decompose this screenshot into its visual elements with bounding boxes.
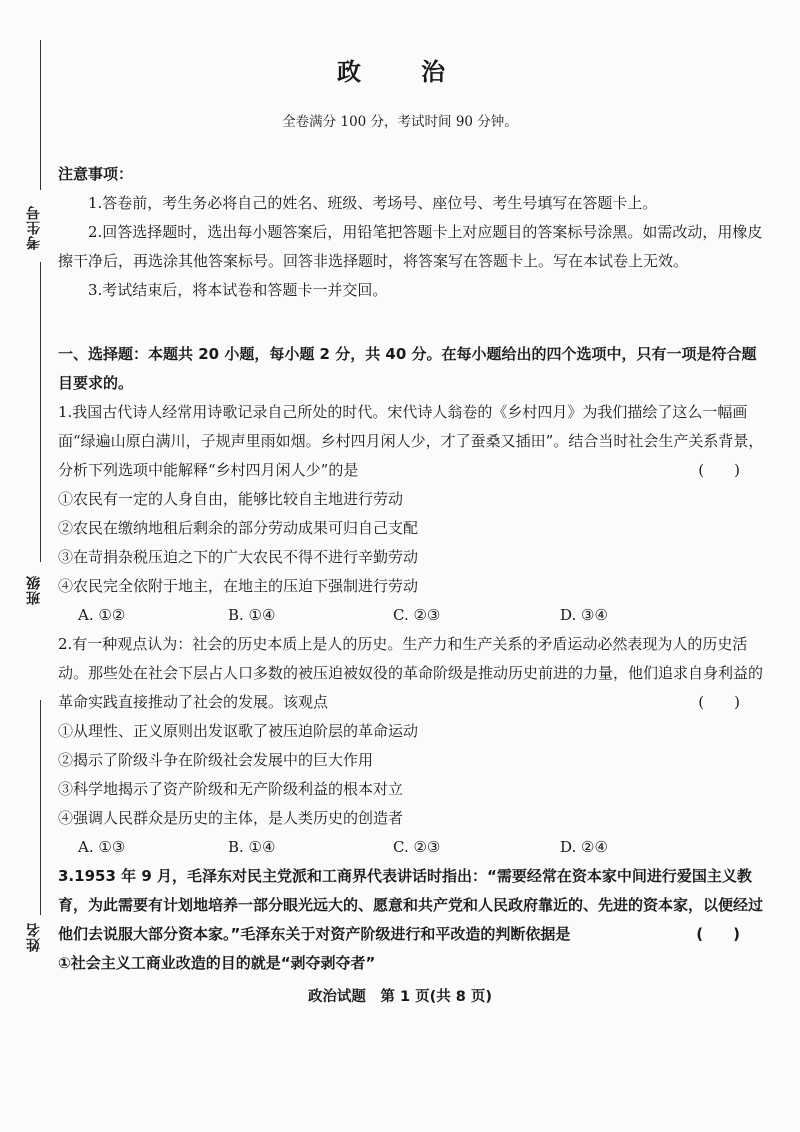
- side-label-name: 姓名: [26, 922, 42, 952]
- statement: ④强调人民群众是历史的主体，是人类历史的创造者: [58, 809, 404, 827]
- notice-item-3: 3.考试结束后，将本试卷和答题卡一并交回。: [88, 281, 388, 299]
- statement: ③科学地揭示了资产阶级和无产阶级利益的根本对立: [58, 780, 404, 798]
- answer-paren: ( ): [698, 693, 740, 711]
- question-2: [58, 630, 770, 862]
- options-row: [58, 601, 770, 630]
- notice-item-2: 2.回答选择题时，选出每小题答案后，用铅笔把答题卡上对应题目的答案标号涂黑。如需改动，用橡皮擦干净后，再选涂其他答案标号。回答非选择题时，将答案写在答题卡上。写在本试卷上无效。: [58, 223, 763, 270]
- statement: ①农民有一定的人身自由，能够比较自主地进行劳动: [58, 490, 404, 508]
- notice-item-1: 1.答卷前，考生务必将自己的姓名、班级、考场号、座位号、考生号填写在答题卡上。: [88, 194, 658, 212]
- question-1: [58, 398, 770, 630]
- option-b[interactable]: B. ①④: [228, 606, 276, 624]
- answer-paren: ( ): [696, 925, 740, 943]
- statement: ②揭示了阶级斗争在阶级社会发展中的巨大作用: [58, 751, 374, 769]
- options-row: [58, 833, 770, 862]
- class-blank-line: [40, 700, 41, 915]
- statement: ①社会主义工商业改造的目的就是“剥夺剥夺者”: [58, 954, 376, 972]
- option-c[interactable]: C. ②③: [393, 606, 441, 624]
- option-d[interactable]: D. ③④: [560, 606, 608, 624]
- question-stem: 1.我国古代诗人经常用诗歌记录自己所处的时代。宋代诗人翁卷的《乡村四月》为我们描绘了这么一幅画面“绿遍山原白满川，子规声里雨如烟。乡村四月闲人少，才了蚕桑又插田”。结合当时社会生产关系背景，分析下列选项中能解释“乡村四月闲人少”的是 ( ): [58, 398, 770, 485]
- option-a[interactable]: A. ①③: [78, 838, 126, 856]
- question-3: [58, 862, 770, 978]
- section-choice: [58, 340, 770, 978]
- page-title: 政 治: [337, 58, 463, 86]
- section-heading: 一、选择题：本题共 20 小题，每小题 2 分，共 40 分。在每小题给出的四个选项中，只有一项是符合题目要求的。: [58, 345, 757, 392]
- question-stem: 2.有一种观点认为：社会的历史本质上是人的历史。生产力和生产关系的矛盾运动必然表现为人的历史活动。那些处在社会下层占人口多数的被压迫被奴役的革命阶级是推动历史前进的力量，他们追求自身利益的革命实践直接推动了社会的发展。该观点 ( ): [58, 630, 770, 717]
- notice-block: [58, 160, 770, 305]
- statement: ③在苛捐杂税压迫之下的广大农民不得不进行辛勤劳动: [58, 548, 419, 566]
- side-label-class: 班级: [26, 575, 42, 605]
- exam-info: 全卷满分 100 分，考试时间 90 分钟。: [282, 114, 518, 130]
- statement: ①从理性、正义原则出发讴歌了被压迫阶层的革命运动: [58, 722, 419, 740]
- notice-heading: 注意事项：: [58, 165, 134, 183]
- statement: ④农民完全依附于地主，在地主的压迫下强制进行劳动: [58, 577, 419, 595]
- option-a[interactable]: A. ①②: [78, 606, 126, 624]
- answer-paren: ( ): [698, 461, 740, 479]
- option-d[interactable]: D. ②④: [560, 838, 608, 856]
- option-c[interactable]: C. ②③: [393, 838, 441, 856]
- statement: ②农民在缴纳地租后剩余的部分劳动成果可归自己支配: [58, 519, 419, 537]
- option-b[interactable]: B. ①④: [228, 838, 276, 856]
- question-stem: 3.1953 年 9 月，毛泽东对民主党派和工商界代表讲话时指出：“需要经常在资本家中间进行爱国主义教育，为此需要有计划地培养一部分眼光远大的、愿意和共产党和人民政府靠近的、先进的资本家，以便经过他们去说服大部分资本家。”毛泽东关于对资产阶级进行和平改造的判断依据是 ( ): [58, 862, 770, 949]
- exam-number-blank-line: [40, 262, 41, 562]
- page-footer: 政治试题 第 1 页(共 8 页): [307, 989, 493, 1005]
- side-label-exam-number: 考生号: [26, 205, 42, 250]
